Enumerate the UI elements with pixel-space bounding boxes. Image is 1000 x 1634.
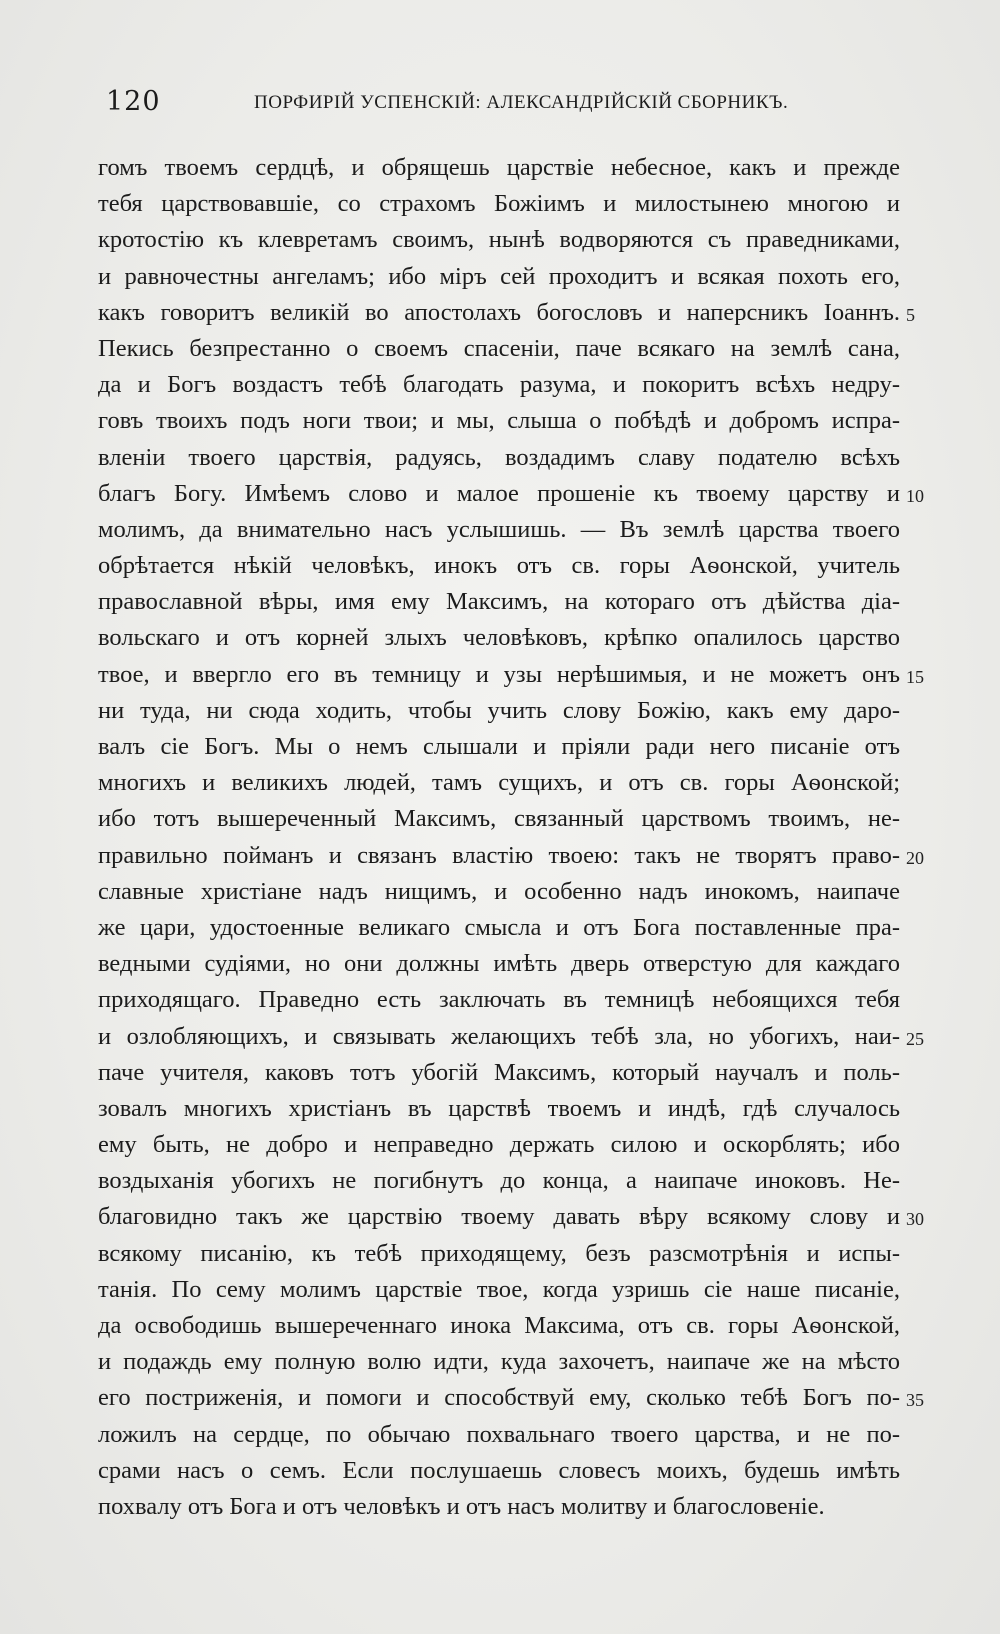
- line-text: танія. По сему молимъ царствіе твое, когда узришь сіе наше писаніе,: [98, 1275, 900, 1303]
- text-line: [98, 1199, 924, 1235]
- line-text: кротостію къ клевретамъ своимъ, нынѣ водворяются съ праведниками,: [98, 226, 900, 254]
- line-text: паче учителя, каковъ тотъ убогій Максимъ, который научалъ и поль-: [98, 1058, 900, 1086]
- line-text: многихъ и великихъ людей, тамъ сущихъ, и отъ св. горы Аѳонской;: [98, 769, 900, 797]
- text-line: [98, 1091, 900, 1127]
- text-line: [98, 765, 900, 801]
- line-text: обрѣтается нѣкій человѣкъ, инокъ отъ св. горы Аѳонской, учитель: [98, 552, 900, 580]
- line-text: какъ говоритъ великій во апостолахъ богословъ и наперсникъ Іоаннъ.: [98, 298, 900, 326]
- text-line: [98, 1453, 900, 1489]
- line-text: срами насъ о семъ. Если послушаешь словесъ моихъ, будешь имѣть: [98, 1456, 900, 1484]
- line-number: 10: [906, 485, 924, 506]
- line-text: же цари, удостоенные великаго смысла и отъ Бога поставленные пра-: [98, 913, 900, 941]
- line-text: зовалъ многихъ христіанъ въ царствѣ твоемъ и индѣ, гдѣ случалось: [98, 1094, 900, 1122]
- line-text: твое, и ввергло его въ темницу и узы нерѣшимыя, и не можетъ онъ: [98, 660, 900, 688]
- text-line: [98, 1127, 900, 1163]
- line-number: 15: [906, 666, 924, 687]
- line-text: приходящаго. Праведно есть заключать въ темницѣ небоящихся тебя: [98, 986, 900, 1014]
- text-line: [98, 657, 924, 693]
- body-text: [98, 150, 924, 1525]
- text-line: [98, 946, 900, 982]
- line-text: да и Богъ воздастъ тебѣ благодать разума, и покоритъ всѣхъ недру-: [98, 371, 900, 399]
- text-line: [98, 403, 900, 439]
- line-text: ложилъ на сердце, по обычаю похвальнаго твоего царства, и не по-: [98, 1420, 900, 1448]
- line-text: его постриженія, и помоги и способствуй ему, сколько тебѣ Богъ по-: [98, 1384, 900, 1412]
- line-text: славные христіане надъ нищимъ, и особенно надъ инокомъ, наипаче: [98, 877, 900, 905]
- text-line: [98, 1308, 900, 1344]
- line-text: Пекись безпрестанно о своемъ спасеніи, паче всякаго на землѣ сана,: [98, 334, 900, 362]
- line-text: тебя царствовавшіе, со страхомъ Божіимъ и милостынею многою и: [98, 190, 900, 218]
- line-text: ибо тотъ вышереченный Максимъ, связанный царствомъ твоимъ, не-: [98, 805, 900, 833]
- line-text: ему быть, не добро и неправедно держать силою и оскорблять; ибо: [98, 1131, 900, 1159]
- line-text: да освободишь вышереченнаго инока Максима, отъ св. горы Аѳонской,: [98, 1312, 900, 1339]
- line-text: молимъ, да внимательно насъ услышишь. — Въ землѣ царства твоего: [98, 515, 900, 543]
- text-line: [98, 367, 900, 403]
- line-text: похвалу отъ Бога и отъ человѣкъ и отъ насъ молитву и благословеніе.: [98, 1492, 825, 1520]
- line-number: 20: [906, 847, 924, 868]
- text-line: [98, 150, 900, 186]
- line-text: правильно пойманъ и связанъ властію твоею: такъ не творятъ право-: [98, 841, 900, 869]
- line-text: и равночестны ангеламъ; ибо міръ сей проходитъ и всякая похоть его,: [98, 262, 900, 290]
- running-title: ПОРФИРІЙ УСПЕНСКІЙ: АЛЕКСАНДРІЙСКІЙ СБОРНИКЪ.: [254, 92, 789, 113]
- line-text: ведными судіями, но они должны имѣть дверь отверстую для каждаго: [98, 950, 900, 978]
- text-line: [98, 259, 900, 295]
- line-text: гомъ твоемъ сердцѣ, и обрящешь царствіе небесное, какъ и прежде: [98, 154, 900, 181]
- line-text: и озлобляющихъ, и связывать желающихъ тебѣ зла, но убогихъ, наи-: [98, 1022, 900, 1050]
- text-line: [98, 1417, 900, 1453]
- text-line: [98, 801, 900, 837]
- text-line: [98, 620, 900, 656]
- text-line: [98, 548, 900, 584]
- line-text: православной вѣры, имя ему Максимъ, на котораго отъ дѣйства діа-: [98, 588, 900, 616]
- line-text: воздыханія убогихъ не погибнутъ до конца, а наипаче иноковъ. Не-: [98, 1167, 900, 1195]
- page-number: 120: [106, 86, 161, 117]
- text-line: [98, 982, 900, 1018]
- text-line: [98, 1380, 924, 1416]
- line-text: говъ твоихъ подъ ноги твои; и мы, слыша о побѣдѣ и добромъ испра-: [98, 407, 900, 435]
- text-line: [98, 476, 924, 512]
- page-header: [106, 86, 896, 126]
- line-text: валъ сіе Богъ. Мы о немъ слышали и пріяли ради него писаніе отъ: [98, 733, 900, 760]
- text-line: [98, 729, 900, 765]
- text-line: [98, 584, 900, 620]
- line-text: и подаждь ему полную волю идти, куда захочетъ, наипаче же на мѣсто: [98, 1348, 900, 1376]
- text-line: [98, 1055, 900, 1091]
- text-line: [98, 1163, 900, 1199]
- text-line: [98, 874, 900, 910]
- line-text: благовидно такъ же царствію твоему давать вѣру всякому слову и: [98, 1203, 900, 1231]
- text-line: [98, 295, 915, 331]
- text-line: [98, 1344, 900, 1380]
- text-line: [98, 440, 900, 476]
- text-line: [98, 331, 900, 367]
- text-line: [98, 1489, 900, 1525]
- text-line: [98, 1236, 900, 1272]
- line-number: 25: [906, 1028, 924, 1049]
- text-line: [98, 693, 900, 729]
- line-text: всякому писанію, къ тебѣ приходящему, безъ разсмотрѣнія и испы-: [98, 1239, 900, 1267]
- text-line: [98, 222, 900, 258]
- text-line: [98, 1019, 924, 1055]
- text-line: [98, 1272, 900, 1308]
- text-line: [98, 512, 900, 548]
- line-number: 35: [906, 1390, 924, 1411]
- text-line: [98, 910, 900, 946]
- text-line: [98, 186, 900, 222]
- text-line: [98, 838, 924, 874]
- line-text: вольскаго и отъ корней злыхъ человѣковъ, крѣпко опалилось царство: [98, 624, 900, 652]
- line-text: благъ Богу. Имѣемъ слово и малое прошеніе къ твоему царству и: [98, 479, 900, 507]
- line-text: вленіи твоего царствія, радуясь, воздадимъ славу подателю всѣхъ: [98, 443, 900, 471]
- line-number: 5: [906, 304, 915, 325]
- line-number: 30: [906, 1209, 924, 1230]
- line-text: ни туда, ни сюда ходить, чтобы учить слову Божію, какъ ему даро-: [98, 696, 900, 724]
